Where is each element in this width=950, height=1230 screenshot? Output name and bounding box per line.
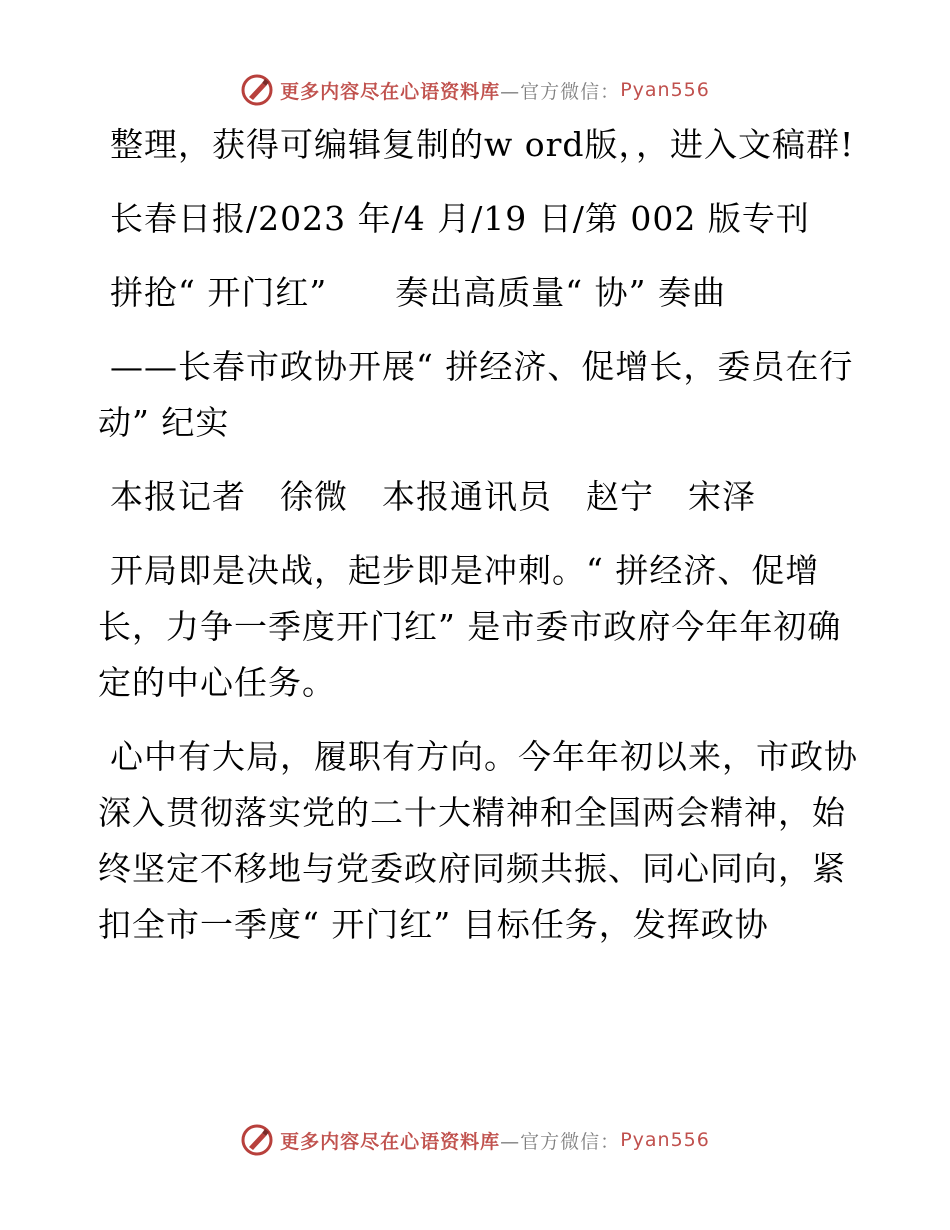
banner-red-text: 更多内容尽在心语资料库 xyxy=(280,80,501,103)
header-watermark-banner xyxy=(0,70,950,110)
pen-seal-logo-icon xyxy=(240,1123,274,1157)
paragraph-intro: 整理，获得可编辑复制的w ord版，，进入文稿群! xyxy=(110,125,855,164)
article-title: 拼抢“ 开门红” 奏出高质量“ 协” 奏曲 xyxy=(110,273,726,312)
banner-red-text: 更多内容尽在心语资料库 xyxy=(280,1130,501,1153)
pen-seal-logo-icon xyxy=(240,73,274,107)
article-byline: 本报记者 徐微 本报通讯员 赵宁 宋泽 xyxy=(110,477,756,516)
banner-wechat-id: Pyan556 xyxy=(620,1129,710,1151)
article-subtitle: ——长春市政协开展“ 拼经济、促增长，委员在行动” 纪实 xyxy=(98,347,854,442)
paragraph-source: 长春日报/2023 年/4 月/19 日/第 002 版专刊 xyxy=(110,199,810,238)
banner-gray-text: —官方微信： xyxy=(500,1130,621,1153)
footer-watermark-banner xyxy=(0,1120,950,1160)
paragraph-body-2: 心中有大局，履职有方向。今年年初以来，市政协深入贯彻落实党的二十大精神和全国两会精神，始终坚定不移地与党委政府同频共振、同心同向，紧扣全市一季度“ 开门红” 目标任务，发挥政协 xyxy=(98,737,858,944)
banner-gray-text: —官方微信： xyxy=(500,80,621,103)
document-body xyxy=(98,117,858,971)
paragraph-body-1: 开局即是决战，起步即是冲刺。“ 拼经济、促增长，力争一季度开门红” 是市委市政府今年年初确定的中心任务。 xyxy=(98,551,842,702)
banner-wechat-id: Pyan556 xyxy=(620,79,710,101)
